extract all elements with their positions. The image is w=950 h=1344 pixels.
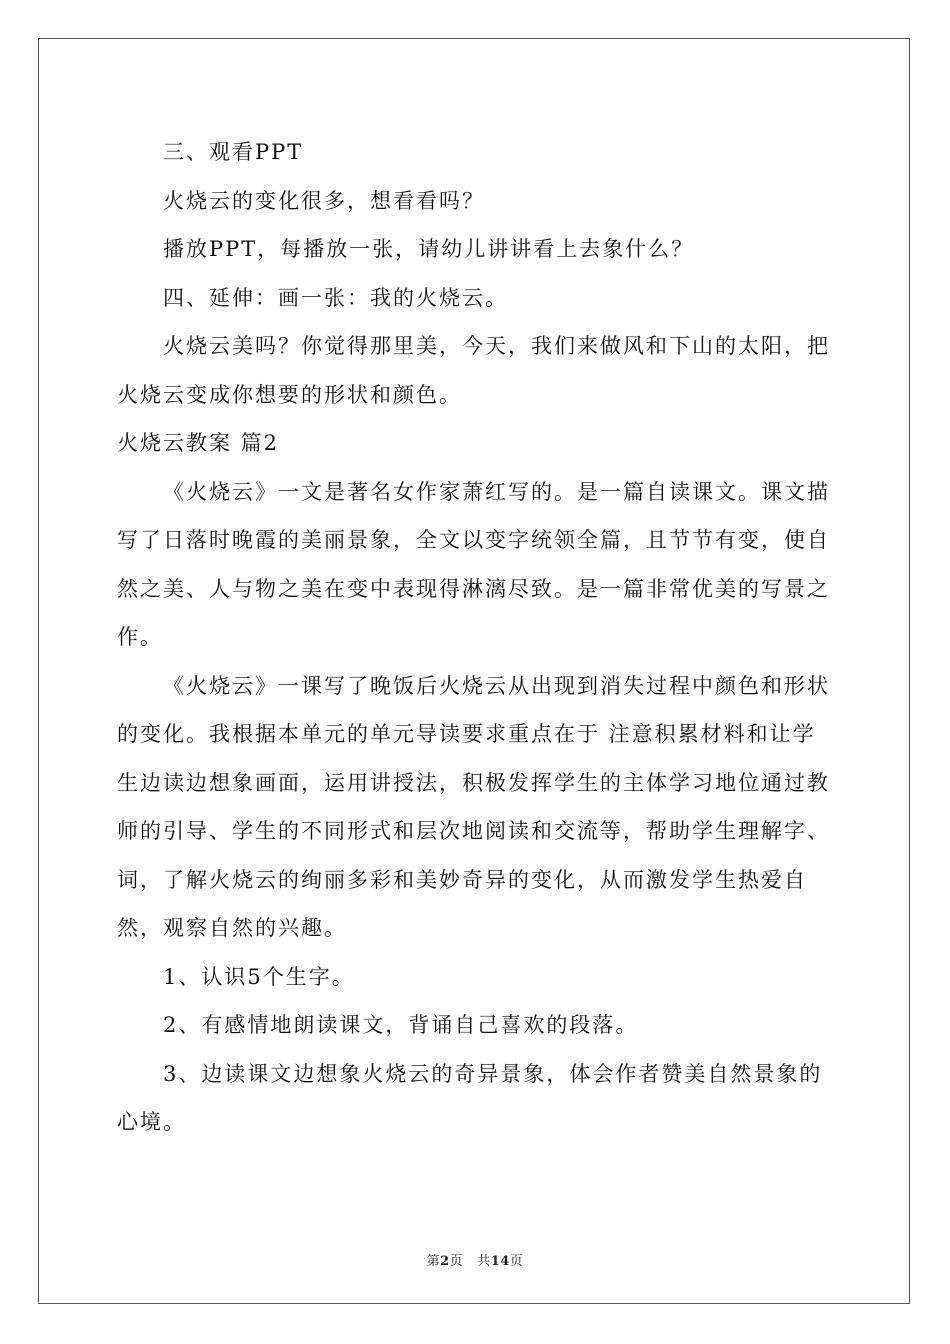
list-item: 1、认识5个生字。 (163, 964, 355, 989)
paragraph: 四、延伸：画一张：我的火烧云。 (163, 285, 508, 310)
paragraph: 《火烧云》一课写了晚饭后火烧云从出现到消失过程中颜色和形状的变化。我根据本单元的单元导读要求重点在于 注意积累材料和让学生边读边想象画面，运用讲授法，积极发挥学生的主体学习地位通过教师的引导、学生的不同形式和层次地阅读和交流等，帮助学生理解字、词，了解火烧云的绚丽多彩和美妙奇异的变化，从而激发学生热爱自然，观察自然的兴趣。 (117, 673, 830, 940)
paragraph: 火烧云的变化很多，想看看吗？ (163, 188, 485, 213)
paragraph: 三、观看PPT (163, 140, 304, 164)
total-suffix: 页 (509, 1254, 524, 1269)
page-number: 2 (440, 1254, 450, 1269)
total-prefix: 共 (477, 1254, 491, 1269)
section-heading: 火烧云教案 篇2 (117, 431, 280, 455)
paragraph: 播放PPT，每播放一张，请幼儿讲讲看上去象什么？ (163, 237, 695, 261)
list-item: 3、边读课文边想象火烧云的奇异景象，体会作者赞美自然景象的心境。 (117, 1061, 823, 1134)
list-item: 2、有感情地朗读课文，背诵自己喜欢的段落。 (163, 1013, 639, 1037)
page-suffix: 页 (449, 1254, 464, 1269)
total-pages: 14 (490, 1254, 510, 1269)
paragraph: 火烧云美吗？你觉得那里美，今天，我们来做风和下山的太阳，把火烧云变成你想要的形状和颜色。 (117, 334, 830, 407)
page-prefix: 第 (426, 1254, 441, 1269)
document-body (117, 128, 835, 1147)
paragraph: 《火烧云》一文是著名女作家萧红写的。是一篇自读课文。课文描写了日落时晚霞的美丽景象，全文以变字统领全篇，且节节有变，使自然之美、人与物之美在变中表现得淋漓尽致。是一篇非常优美的写景之作。 (117, 479, 830, 649)
page-footer (0, 1250, 950, 1269)
